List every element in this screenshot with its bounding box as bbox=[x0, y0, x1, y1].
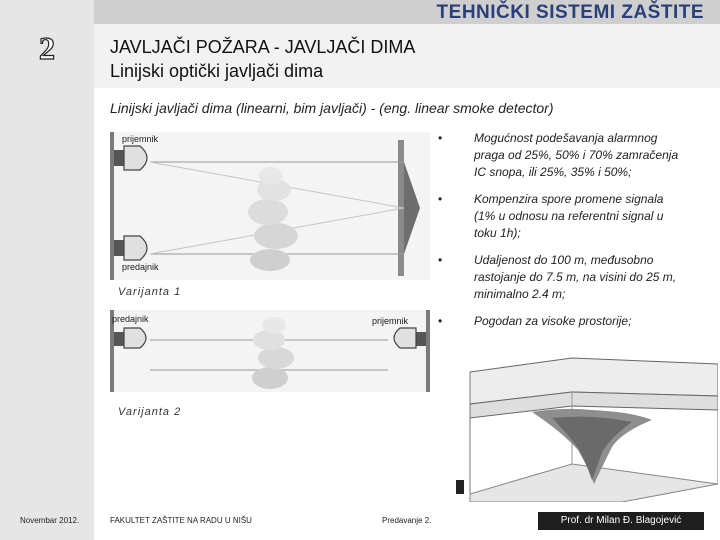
left-sidebar bbox=[0, 0, 94, 540]
variant-1-illustration bbox=[110, 132, 430, 280]
diagram-variant-2 bbox=[110, 310, 430, 392]
bullet-text: Pogodan za visoke prostorije; bbox=[474, 314, 632, 328]
bullet-marker: • bbox=[438, 192, 443, 206]
high-room-illustration bbox=[452, 352, 718, 502]
section-heading: Linijski javljači dima (linearni, bim javljači) - (eng. linear smoke detector) bbox=[110, 100, 554, 116]
bullet-text: Udaljenost do 100 m, međusobno rastojanje do 7.5 m, na visini do 25 m, minimalno 2.4 m; bbox=[474, 253, 677, 301]
feature-list bbox=[438, 130, 688, 340]
bullet-marker: • bbox=[438, 314, 443, 328]
bullet-marker: • bbox=[438, 253, 443, 267]
footer-faculty: FAKULTET ZAŠTITE NA RADU U NIŠU bbox=[110, 516, 252, 525]
brand-title: TEHNIČKI SISTEMI ZAŠTITE bbox=[436, 2, 704, 23]
bullet-marker: • bbox=[438, 131, 443, 145]
label-receiver-1: prijemnik bbox=[122, 134, 159, 144]
list-item bbox=[438, 313, 688, 330]
bullet-text: Mogućnost podešavanja alarmnog praga od 25%, 50% i 70% zamračenja IC snopa, ili 25%, 35% i 50%; bbox=[474, 131, 679, 179]
footer-author: Prof. dr Milan Đ. Blagojević bbox=[538, 512, 704, 530]
header-band bbox=[94, 0, 720, 24]
footer-date: Novembar 2012. bbox=[20, 516, 80, 525]
label-receiver-2: prijemnik bbox=[372, 316, 409, 326]
label-transmitter-2: predajnik bbox=[112, 314, 149, 324]
slide-number: 2 bbox=[39, 30, 55, 66]
bullet-text: Kompenzira spore promene signala (1% u odnosu na referentni signal u toku 1h); bbox=[474, 192, 664, 240]
variant-2-label: Varijanta 2 bbox=[118, 406, 182, 418]
list-item bbox=[438, 130, 688, 181]
label-transmitter-1: predajnik bbox=[122, 262, 159, 272]
page-subtitle: Linijski optički javljači dima bbox=[110, 61, 324, 81]
page-title: JAVLJAČI POŽARA - JAVLJAČI DIMA bbox=[110, 37, 416, 57]
list-item bbox=[438, 252, 688, 303]
diagram-variant-1 bbox=[110, 132, 430, 280]
list-item bbox=[438, 191, 688, 242]
footer-lecture: Predavanje 2. bbox=[382, 516, 432, 525]
variant-1-label: Varijanta 1 bbox=[118, 286, 182, 298]
room-3d-image bbox=[452, 352, 718, 502]
